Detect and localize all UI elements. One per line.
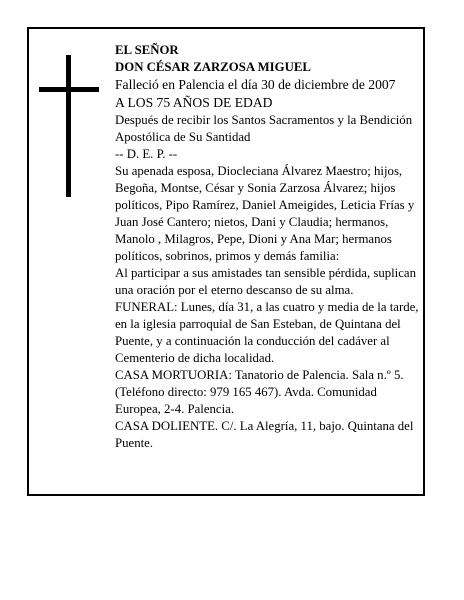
age-line: A LOS 75 AÑOS DE EDAD bbox=[115, 95, 273, 110]
prayer-request: Al participar a sus amistades tan sensible pérdida, suplican una oración por el eterno descanso de su alma. bbox=[115, 266, 416, 297]
death-date-line: Falleció en Palencia el día 30 de diciembre de 2007 bbox=[115, 77, 396, 92]
sacraments-text: Después de recibir los Santos Sacramentos y la Bendición Apostólica de Su Santidad bbox=[115, 113, 413, 144]
funeral-info: FUNERAL: Lunes, día 31, a las cuatro y media de la tarde, en la iglesia parroquial de San Esteban, de Quintana del Puente, y a continuación la conducción del cadáver al Cementerio de dicha localidad. bbox=[115, 300, 419, 365]
notice-content bbox=[115, 42, 423, 452]
family-list: Su apenada esposa, Diocleciana Álvarez Maestro; hijos, Begoña, Montse, César y Sonia Zarzosa Álvarez; hijos políticos, Pipo Ramírez, Daniel Ameigides, Leticia Frías y Juan José Cantero; nietos, Dani y Claudia; hermanos, Manolo , Milagros, Pepe, Dioni y Ana Mar; hermanos políticos, sobrinos, primos y demás familia: bbox=[115, 164, 415, 263]
cross-icon bbox=[66, 55, 71, 197]
notice-title-line1: EL SEÑOR bbox=[115, 43, 179, 57]
deceased-name: DON CÉSAR ZARZOSA MIGUEL bbox=[115, 60, 311, 74]
casa-doliente-info: CASA DOLIENTE. C/. La Alegría, 11, bajo. Quintana del Puente. bbox=[115, 419, 414, 450]
casa-mortuoria-info: CASA MORTUORIA: Tanatorio de Palencia. Sala n.º 5. (Teléfono directo: 979 165 467). Avda. Comunidad Europea, 2-4. Palencia. bbox=[115, 368, 404, 416]
dep-line: -- D. E. P. -- bbox=[115, 147, 178, 161]
obituary-notice bbox=[27, 27, 425, 496]
cross-icon-bar bbox=[39, 87, 99, 92]
